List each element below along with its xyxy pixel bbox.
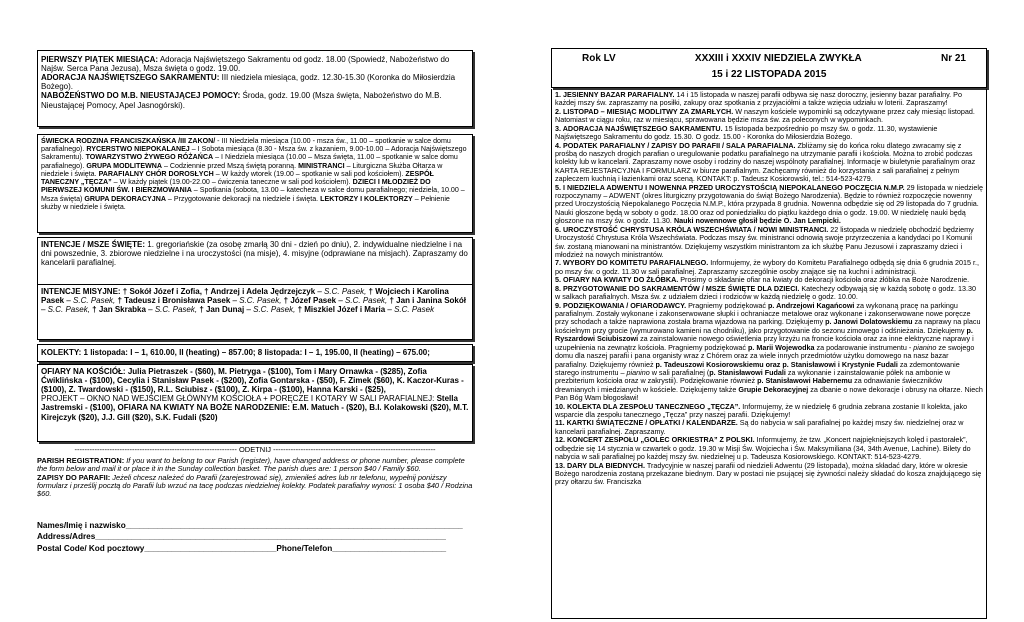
announcement-text: Katechezy odbywają się w każdą sobotę o godz. 13.30 w salkach parafialnych. Msza św. z udziałem dzieci i rodziców w każdą niedzielę o godz. 10.00. <box>555 283 976 302</box>
form-postal-phone-line[interactable]: Postal Code/ Kod pocztowy_____________________________Phone/Telefon_________________________ <box>37 544 447 553</box>
group-text: – I Niedziela miesiąca (10.00 – Msza święta, 11.00 – spotkanie w salce domu parafialnego). <box>41 153 458 170</box>
registration-title-pl: ZAPISY DO PARAFII: <box>37 472 111 482</box>
announcement-bold: 5. OFIARY NA KWIATY DO ŻŁÓBKA. <box>555 275 679 285</box>
group-title: PARAFIALNY CHÓR DOROSŁYCH <box>98 169 214 178</box>
novena-title: NABOŻEŃSTWO DO M.B. NIEUSTAJĄCEJ POMOCY: <box>41 91 241 101</box>
group-title: DZIECI I MŁODZIEŻ DO PIERWSZEJ KOMUNII ŚW. I BIERZMOWANIA <box>41 178 431 195</box>
announcement-bold: Grupie Dekoracyjnej <box>738 384 809 394</box>
announcement-bold: 4. PODATEK PARAFIALNY / ZAPISY DO PARAFII / SALA PARAFIALNA. <box>555 140 796 150</box>
form-name-label: Names/Imię i nazwisko <box>37 521 126 530</box>
year-label: Rok LV <box>582 53 616 64</box>
intention-name: † Jan Dunaj <box>199 305 245 315</box>
announcement-text: 22 listopada w niedzielę obchodzić będziemy Uroczystość Chrystusa Króla Wszechświata. Podczas mszy św. ministranci odnowią swoje przyrzeczenia a kandydaci po I Komunii św. zostaną mianowani na ministrantów. Dziękujemy wszystkim ministrantom za ich służbę Panu Jezusowi i zapraszamy dzieci i młodzież na nowych ministrantów. <box>555 224 974 260</box>
announcement-text: 29 listopada w niedzielę rozpoczynamy – ADWENT (okres liturgiczny przygotowania do świąt Bożego Narodzenia). Będzie to również rozpoczęcie nowenny przed Uroczystością Niepokalanego Poczęcia N.M.P., która przypada 8 grudnia. Nowenna odbędzie się od 29 listopada do 7 grudnia. Nauki głoszone będą w soboty o godz. 18.00 oraz od poniedziałku do piątku każdego dnia o godz. 19.00. W niedzielę nauki będą głoszone na mszy św. o godz. 11.30. <box>555 182 984 226</box>
announcement-text: pianino <box>913 342 937 352</box>
announcement-bold: 13. DARY DLA BIEDNYCH. <box>555 460 645 470</box>
first-friday-title: PIERWSZY PIĄTEK MIESIĄCA: <box>41 55 159 64</box>
announcement-item <box>555 302 983 403</box>
announcement-bold: 1. JESIENNY BAZAR PARAFIALNY. <box>555 90 675 99</box>
announcement-bold: 8. PRZYGOTOWANIE DO SAKRAMENTÓW / MSZE ŚWIĘTE DLA DZIECI. <box>555 283 800 293</box>
group-title: ZESPÓŁ TANECZNY „TĘCZA” <box>41 169 434 187</box>
announcement-bold: p. Janowi Dolatowskiemu <box>825 317 913 327</box>
intention-name: † Wojciech i Karolina Pasek <box>41 287 449 306</box>
announcement-bold: 10. KOLEKTA DLA ZESPOŁU TANECZNEGO „TĘCZA”. <box>555 401 741 411</box>
donations-title: OFIARY NA KOŚCIÓŁ: <box>41 367 126 376</box>
announcement-item <box>555 285 983 302</box>
first-friday-text: Adoracja Najświętszego Sakramentu od godz. 18.00 (Spowiedź, Nabożeństwo do Najśw. Serca Pana Jezusa), Msza święta o godz. 19.00. <box>41 55 450 74</box>
intention-name: † Jan Skrabka <box>92 305 146 315</box>
form-phone-label: Phone/Telefon <box>276 544 333 553</box>
announcement-item <box>555 436 983 461</box>
intention-name: INTENCJE MISYJNE: † Sokół Józef i Zofia, † Andrzej i Adela Jędrzejczyk <box>41 287 316 296</box>
group-title: GRUPA MODLITEWNA <box>86 161 163 170</box>
intention-sponsor: – S.C. Pasek, <box>315 287 369 296</box>
group-title: MINISTRANCI <box>298 161 345 170</box>
announcement-text: 14 i 15 listopada w naszej parafii odbywa się nasz doroczny, jesienny bazar parafialny. Po każdej mszy św. zapraszamy na posiłki, zakupy oraz spotkania z przyjaciółmi a także wzięcia udziału w loterii. Zapraszamy! <box>555 90 962 108</box>
announcement-text: za dbanie o nowe dekoracje i obrusy na ołtarze. Niech Pan Bóg Wam błogosławi! <box>555 384 983 403</box>
intention-name: † Miszkiel Józef i Maria <box>297 305 386 315</box>
intentions-text: 1. gregoriańskie (za osobę zmarłą 30 dni - dzień po dniu), 2. indywidualne niedzielne i na dni powszednie, 3. zbiorowe niedzielne i na uroczystości (na misje), 4. misyjne (odprawiane na misjach). Zapraszamy do kancelarii parafialnej. <box>41 240 468 268</box>
announcement-bold: p. Andrzejowi Kagańcowi <box>768 300 855 310</box>
announcement-bold: p. Ryszardowi Sciubiszowi <box>555 325 973 344</box>
group-title: RYCERSTWO NIEPOKALANEJ <box>86 145 190 154</box>
intentions-title: INTENCJE / MSZE ŚWIĘTE: <box>41 240 146 249</box>
group-text: – Przygotowanie dekoracji na niedziele i święta. <box>165 194 321 203</box>
announcement-text: Informujemy, że tzw. „Koncert najpiękniejszych kolęd i pastorałek”, odbędzie się 14 stycznia w czwartek o godz. 19.30 w Misji Św. Wojciecha i Św. Maksymiliana (34, 34th Avenue, Lachine). Bilety do nabycia w sali parafialnej po każdej mszy św. niedzielnej u p. Tadeusza Kosiorowskiego. KONTAKT: 514-523-4279. <box>555 435 971 462</box>
announcement-text: Są do nabycia w sali parafialnej po każdej mszy św. niedzielnej oraz w kancelarii parafialnej. Zapraszamy. <box>555 418 964 436</box>
bulletin-date: 15 i 22 LISTOPADA 2015 <box>711 69 827 81</box>
group-text: – Spotkania (sobota, 13.00 – katecheza w salce domu parafialnego; niedziela, 10.00 – Msza święta) <box>41 186 465 203</box>
announcement-item <box>555 142 983 184</box>
announcement-text: za wykonanie i zainstalowanie półek na ambonie w prezbiterium kościoła oraz w zakrystii). Podziękowanie również <box>555 367 951 386</box>
announcement-text: w sali parafialnej ( <box>649 367 710 377</box>
intention-sponsor: – S.C. Pasek, <box>244 305 298 315</box>
cut-line: ----------------------------------------------------------------- ODETNIJ ----------------------------------------------------------------- <box>74 445 436 454</box>
group-title: LEKTORZY I KOLEKTORZY <box>320 194 413 203</box>
group-text: – Liturgiczna Służba Ołtarza w niedziele i święta. <box>41 161 443 178</box>
announcement-item <box>555 184 983 226</box>
box-devotions <box>37 50 473 127</box>
registration-text-en: If you want to belong to our Parish (register), have changed address or phone number, please complete the form below and mail it or place it in the Sunday collection basket. The parish dues are: 1 person $40 / Family $60. <box>37 456 465 474</box>
group-text: – W każdy piątek (19.00-22.00 – ćwiczenia taneczne w sali pod kościołem). <box>111 178 353 187</box>
project-donors: Stella Jastremski - ($100), OFIARA NA KWIATY NA BOŻE NARODZENIE: E.M. Matuch - ($20), B.I. Kolakowski ($20), M.T. Kirejczyk ($20), J.J. Gill ($20), S.K. Fudali ($20) <box>41 394 469 422</box>
group-text: – Pełnienie służby w niedziele i święta. <box>41 194 450 211</box>
box-collections <box>37 344 473 362</box>
announcement-bold: 2. LISTOPAD – MIESIĄC MODLITWY ZA ZMARŁYCH. <box>555 106 734 116</box>
announcement-item <box>555 403 983 420</box>
intention-sponsor: – S.C. Pasek, <box>336 296 390 306</box>
box-donations <box>37 364 473 442</box>
form-address-label: Address/Adres <box>37 532 96 541</box>
announcement-bold: 5. I NIEDZIELA ADWENTU I NOWENNA PRZED UROCZYSTOŚCIĄ NIEPOKALANEGO POCZĘCIA N.M.P. <box>555 182 905 192</box>
announcement-text: za odnawianie świeczników drewnianych i miedzianych w kościele. Dziękujemy także <box>555 376 943 394</box>
collections-text: KOLEKTY: 1 listopada: I – 1, 610.00, II (heating) – 857.00; 8 listopada: I – 1, 195.00, II (heating) – 675.00; <box>41 348 430 357</box>
intention-sponsor: – S.C. Pasek, <box>64 296 118 306</box>
announcement-bold: 6. UROCZYSTOŚĆ CHRYSTUSA KRÓLA WSZECHŚWIATA / NOWI MINISTRANCI. <box>555 224 829 234</box>
announcement-text: pianino <box>626 367 650 377</box>
announcement-text: Pragniemy podziękować <box>686 300 769 310</box>
form-address-line[interactable]: Address/Adres_____________________________________________________________________________ <box>37 532 446 541</box>
announcements <box>551 89 987 619</box>
announcement-text: Tradycyjnie w naszej parafii od niedzieli Adwentu (29 listopada), można składać dary, które w okresie Bożego narodzenia zostaną przekazane biednym. Dary w postaci nie psującej się żywności należy składać do kosza znajdującego się przy ołtarzu św. Franciszka <box>555 460 982 487</box>
intention-name: † Józef Pasek <box>283 296 337 306</box>
registration-text-pl: Jeżeli chcesz należeć do Parafii (zarejestrować się), zmieniłeś adres lub nr telefonu, wypełnij poniższy formularz i prześlij pocztą do Parafii lub wrzuć na tacę podczas niedzielnej kolekty. Podatek parafialny wynosi: 1 osoba $40 / Rodzina $60. <box>37 472 473 499</box>
announcement-item <box>555 462 983 487</box>
announcement-item <box>555 108 983 125</box>
announcement-bold: 3. ADORACJA NAJŚWIĘTSZEGO SAKRAMENTU. <box>555 123 723 133</box>
announcement-item <box>555 226 983 260</box>
group-text: - III Niedziela miesiąca (10.00 - msza św., 11.00 – spotkanie w salce domu parafialnego). <box>41 137 451 154</box>
intention-sponsor: – S.C. Pasek, <box>145 305 200 315</box>
announcement-text: Prosimy o składanie ofiar na kwiaty do dekoracji kościoła oraz żłóbka na Boże Narodzenie. <box>678 275 970 285</box>
announcement-text: W naszym kościele wypominki są odczytywane przez cały miesiąc listopad. Natomiast w ciągu roku, raz w miesiącu, sprawowana będzie msza św. za poleconych w wypominkach. <box>555 106 975 125</box>
box-mission-intentions <box>37 284 473 340</box>
announcement-item <box>555 125 983 142</box>
announcement-bold: 9. PODZIĘKOWANIA / OFIARODAWCY. <box>555 300 687 310</box>
announcement-item <box>555 419 983 436</box>
project-text: PROJEKT – OKNO NAD WEJŚCIEM GŁÓWNYM KOŚCIOŁA + PORĘCZE I KOTARY W SALI PARAFIALNEJ: <box>41 394 437 404</box>
announcement-item <box>555 259 983 276</box>
group-text: – W każdy wtorek (19.00 – spotkanie w sali pod kościołem). <box>213 169 406 178</box>
announcement-bold: 7. WYBORY DO KOMITETU PARAFIALNEGO. <box>555 258 709 268</box>
announcement-text: Informujemy, że w niedzielę 6 grudnia zebrana zostanie II kolekta, jako wsparcie dla zespołu tanecznego „Tęcza” przy naszej parafii. Dziękujemy! <box>555 401 968 420</box>
announcement-text: za naprawy na placu kościelnym przy grocie (wymurowano kamieni na chodniku), jako przygotowanie do sezonu zimowego i odśnieżania. Dziękujemy <box>555 317 981 335</box>
intention-name: † Jan i Janina Sokół <box>389 296 466 306</box>
adoration-title: ADORACJA NAJŚWIĘTSZEGO SAKRAMENTU: <box>41 73 220 83</box>
announcement-text: Zbliżamy się do końca roku dlatego zwracamy się z prośbą do naszych drogich parafian o uregulowanie podatku parafialnego na utrzymanie parafii i kościoła. Można to zrobić podczas kolekty lub w kancelarii. Zapraszamy nowe osoby i rodziny do naszej wspólnoty parafialnej. Informacje w biuletynie parafialnym oraz KARTA REJESTARCYJNA I FORMULARZ w biurze parafialnym. Zachęcamy również do korzystania z sali parafialnej z pełnym zapleczem kuchnią i łazienkami oraz sceną. KONTAKT: p. Tadeusz Kosiorowski, tel.: 514-523-4279. <box>555 140 976 184</box>
group-title: GRUPA DEKORACYJNA <box>84 194 166 203</box>
intention-sponsor: – S.C. Pasek <box>385 305 435 315</box>
announcement-text: Informujemy, że wybory do Komitetu Parafialnego odbędą się dnia 6 grudnia 2015 r., po mszy św. o godz. 11.30 w sali parafialnej. Zapraszamy szczególnie osoby znające się na kuchni i administracji. <box>555 258 979 276</box>
registration-info <box>37 457 473 499</box>
announcement-bold: 12. KONCERT ZESPOŁU „GOLEC ORKIESTRA” Z POLSKI. <box>555 435 755 445</box>
intention-sponsor: – S.C. Pasek, <box>41 305 93 315</box>
announcement-bold: Nauki nowennowe głosił będzie O. Jan Lempicki. <box>673 216 841 226</box>
group-text: – Codziennie przed Mszą świętą poranną. <box>162 161 299 170</box>
group-title: TOWARZYSTWO ŻYWEGO RÓŻAŃCA <box>85 153 214 162</box>
announcement-text: ze swojego domu dla naszej parafii i pana organisty wraz z Chórem oraz za wiele innych przedmiotów użytku domowego na nasz bazar parafialny. Dziękujemy również <box>555 342 975 369</box>
novena-text: Środa, godz. 19.00 (Msza święta, Nabożeństwo do M.B. Nieustającej Pomocy, Apel Jasnogórski). <box>41 91 442 110</box>
intention-name: † Tadeusz i Bronisława Pasek <box>117 296 231 306</box>
announcement-text: za zdemontowanie starego instrumentu – <box>555 359 960 377</box>
intention-sponsor: – S.C. Pasek, <box>230 296 284 306</box>
bulletin-header <box>551 48 987 88</box>
group-text: – I Sobota miesiąca (8.30 - Msza św. z kazaniem, 9.00-10.00 – Adoracja Najświętszego Sakramentu). <box>41 145 467 162</box>
form-name-line[interactable]: Names/Imię i nazwisko__________________________________________________________________________ <box>37 521 463 530</box>
sunday-title: XXXIII i XXXIV NIEDZIELA ZWYKŁA <box>694 53 862 64</box>
announcement-text: za zainstalowanie nowego oświetlenia przy krzyżu na froncie kościoła oraz za inne elektryczne naprawy i uzupełnienia na zewnątrz kościoła. Pragniemy podziękować <box>555 334 974 352</box>
form-postal-label: Postal Code/ Kod pocztowy <box>37 544 145 553</box>
adoration-text: III niedziela miesiąca, godz. 12.30-15.30 (Koronka do Miłosierdzia Bożego). <box>41 73 456 92</box>
announcement-bold: p. Marii Wojewodka <box>747 342 815 352</box>
announcement-text: 15 listopada bezpośrednio po mszy św. o godz. 11.30, wystawienie Najświętszego Sakramentu do godz. 15.30. O godz. 15.00 - Koronka do Miłosierdzia Bożego. <box>555 123 938 142</box>
registration-title-en: PARISH REGISTRATION: <box>37 456 125 465</box>
announcement-bold: p. Stanisławowi Fudali <box>709 367 786 377</box>
announcement-text: za wykonaną pracę na parkingu parafialnym. Zostały wykonane i zakonserwowane słupki i ochraniacze metalowe oraz wykonane i zakonserwowane nowe poręcze przy schodach a także naprawiona została brama wjazdowa na parking. Dziękujemy <box>555 300 971 327</box>
announcement-bold: p. Stanisławowi Habernemu <box>757 376 853 386</box>
announcement-item <box>555 91 983 108</box>
box-parish-groups <box>37 134 473 233</box>
group-title: ŚWIECKA RODZINA FRANCISZKAŃSKA /III ZAKON/ <box>41 137 216 145</box>
announcement-bold: p. Tadeuszowi Kosiorowskiemu oraz p. Stanisławowi i Krystynie Fudali <box>655 359 898 369</box>
announcement-bold: 11. KARTKI ŚWIĄTECZNE / OPŁATKI / KALENDARZE. <box>555 418 738 428</box>
announcement-text: za podarowanie instrumentu - <box>814 342 914 352</box>
donations-text: Julia Pietraszek - ($60), M. Pietryga - ($100), Tom i Mary Ornawka - ($285), Zofia Ćwiklińska - ($100), Cecylia i Stanisław Pasek - ($200), Zofia Gontarska - ($50), F. Zimek ($60), K. Kaczor-Kuras - ($100), Z. Twardowski - ($150), R.L. Sciubisz - ($100), Z. Kirpa - ($100), Hanna Karski - ($25), <box>41 367 464 395</box>
issue-number: Nr 21 <box>940 53 966 64</box>
